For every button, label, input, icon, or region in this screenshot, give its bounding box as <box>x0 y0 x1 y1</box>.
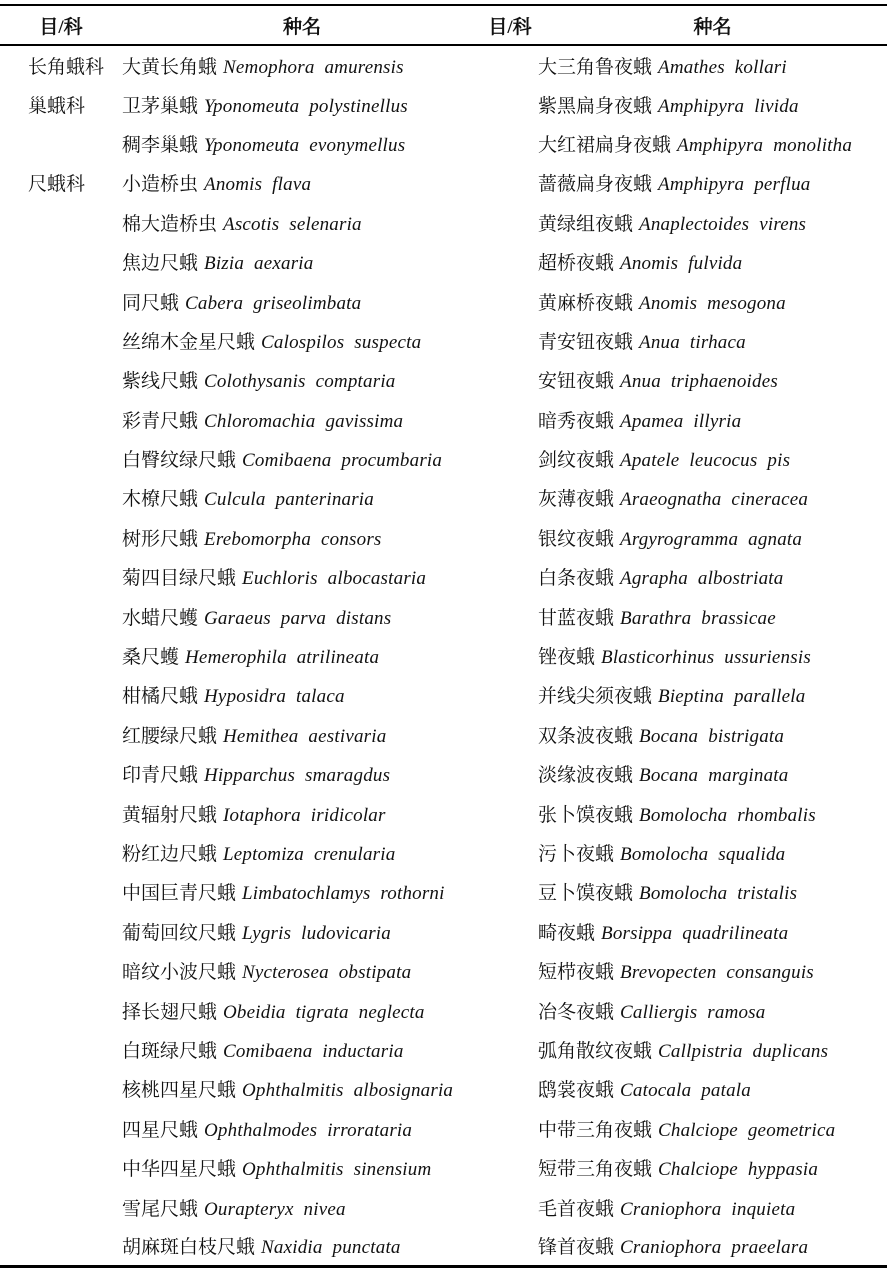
species-right-cell <box>538 675 887 714</box>
table-row <box>0 281 887 320</box>
table-body <box>0 45 887 1266</box>
species-right-chinese-name: 冶冬夜蛾 <box>538 1001 615 1023</box>
family-left-cell <box>0 793 122 832</box>
species-right-latin-name: Callpistria duplicans <box>658 1040 829 1062</box>
species-left-latin-name: Euchloris albocastaria <box>242 568 427 590</box>
species-right-cell <box>538 242 887 281</box>
species-right-latin-name: Argyrogramma agnata <box>620 528 803 550</box>
table-row <box>0 242 887 281</box>
species-left-cell <box>122 596 482 635</box>
species-right-chinese-name: 豆卜馍夜蛾 <box>538 883 634 905</box>
family-right-cell <box>482 1109 538 1148</box>
species-right-latin-name: Apatele leucocus pis <box>620 450 791 472</box>
header-order-family-right: 目/科 <box>482 5 538 45</box>
species-left-chinese-name: 小造桥虫 <box>122 174 199 196</box>
family-right-cell <box>482 1148 538 1187</box>
species-left-latin-name: Culcula panterinaria <box>204 489 374 511</box>
species-right-chinese-name: 蔷薇扁身夜蛾 <box>538 174 653 196</box>
species-left-latin-name: Ascotis selenaria <box>223 213 362 235</box>
species-left-chinese-name: 柑橘尺蛾 <box>122 686 199 708</box>
table-row <box>0 636 887 675</box>
species-left-chinese-name: 紫线尺蛾 <box>122 371 199 393</box>
species-left-cell <box>122 439 482 478</box>
species-right-latin-name: Bocana bistrigata <box>639 725 785 747</box>
species-right-cell <box>538 1227 887 1266</box>
species-left-latin-name: Iotaphora iridicolar <box>223 804 386 826</box>
species-right-chinese-name: 白条夜蛾 <box>538 568 615 590</box>
family-right-cell <box>482 163 538 202</box>
species-left-chinese-name: 卫茅巢蛾 <box>122 95 199 117</box>
family-left-cell <box>0 715 122 754</box>
species-right-cell <box>538 439 887 478</box>
family-left-cell <box>0 1069 122 1108</box>
species-right-chinese-name: 淡缘波夜蛾 <box>538 765 634 787</box>
species-right-chinese-name: 张卜馍夜蛾 <box>538 804 634 826</box>
family-left-cell: 长角蛾科 <box>28 56 105 78</box>
species-right-chinese-name: 短栉夜蛾 <box>538 962 615 984</box>
family-right-cell <box>482 439 538 478</box>
species-left-cell <box>122 951 482 990</box>
species-right-latin-name: Brevopecten consanguis <box>620 962 814 984</box>
species-right-chinese-name: 中带三角夜蛾 <box>538 1119 653 1141</box>
species-left-chinese-name: 白臀纹绿尺蛾 <box>122 450 237 472</box>
species-left-cell <box>122 715 482 754</box>
species-right-latin-name: Agrapha albostriata <box>620 568 784 590</box>
species-right-cell <box>538 557 887 596</box>
table-row <box>0 1030 887 1069</box>
species-left-chinese-name: 白斑绿尺蛾 <box>122 1040 218 1062</box>
family-left-cell <box>0 400 122 439</box>
family-right-cell <box>482 1227 538 1266</box>
species-left-latin-name: Hemithea aestivaria <box>223 725 387 747</box>
family-right-cell <box>482 793 538 832</box>
species-left-latin-name: Ophthalmodes irrorataria <box>204 1119 413 1141</box>
species-left-chinese-name: 核桃四星尺蛾 <box>122 1080 237 1102</box>
species-left-chinese-name: 彩青尺蛾 <box>122 410 199 432</box>
family-left-cell <box>0 518 122 557</box>
species-left-chinese-name: 同尺蛾 <box>122 292 180 314</box>
species-right-chinese-name: 锉夜蛾 <box>538 647 596 669</box>
species-right-latin-name: Amathes kollari <box>658 56 787 78</box>
species-right-latin-name: Craniophora inquieta <box>620 1198 796 1220</box>
species-left-cell <box>122 1227 482 1266</box>
species-left-latin-name: Calospilos suspecta <box>261 331 422 353</box>
family-left-cell <box>0 1227 122 1266</box>
table-row <box>0 596 887 635</box>
family-left-cell <box>0 360 122 399</box>
species-left-chinese-name: 择长翅尺蛾 <box>122 1001 218 1023</box>
species-left-latin-name: Nycterosea obstipata <box>242 962 412 984</box>
species-right-cell <box>538 1069 887 1108</box>
species-left-cell <box>122 84 482 123</box>
family-right-cell <box>482 281 538 320</box>
family-right-cell <box>482 675 538 714</box>
species-right-cell <box>538 124 887 163</box>
species-right-cell <box>538 1109 887 1148</box>
species-left-cell <box>122 321 482 360</box>
species-right-latin-name: Calliergis ramosa <box>620 1001 766 1023</box>
species-left-latin-name: Naxidia punctata <box>261 1237 401 1259</box>
family-right-cell <box>482 1069 538 1108</box>
species-left-latin-name: Hipparchus smaragdus <box>204 765 391 787</box>
species-right-chinese-name: 银纹夜蛾 <box>538 528 615 550</box>
species-right-cell <box>538 478 887 517</box>
family-left-cell <box>0 754 122 793</box>
species-right-cell <box>538 1030 887 1069</box>
table-row <box>0 793 887 832</box>
species-left-cell <box>122 793 482 832</box>
species-right-cell <box>538 793 887 832</box>
header-row <box>0 5 887 45</box>
species-right-latin-name: Anua triphaenoides <box>620 371 778 393</box>
table-row <box>0 1069 887 1108</box>
table-row <box>0 1187 887 1226</box>
species-right-latin-name: Amphipyra monolitha <box>677 134 853 156</box>
family-right-cell <box>482 557 538 596</box>
species-left-latin-name: Nemophora amurensis <box>223 56 404 78</box>
family-left-cell <box>0 636 122 675</box>
table-row <box>0 1227 887 1266</box>
species-left-cell <box>122 242 482 281</box>
table-row <box>0 321 887 360</box>
species-right-chinese-name: 短带三角夜蛾 <box>538 1159 653 1181</box>
species-right-cell <box>538 833 887 872</box>
species-right-latin-name: Bomolocha rhombalis <box>639 804 816 826</box>
species-right-chinese-name: 大红裙扁身夜蛾 <box>538 134 672 156</box>
species-right-cell <box>538 1187 887 1226</box>
species-left-chinese-name: 中华四星尺蛾 <box>122 1159 237 1181</box>
family-right-cell <box>482 400 538 439</box>
species-right-chinese-name: 毛首夜蛾 <box>538 1198 615 1220</box>
species-right-latin-name: Anomis fulvida <box>620 253 743 275</box>
species-right-latin-name: Bomolocha squalida <box>620 844 786 865</box>
table-row <box>0 990 887 1029</box>
species-left-chinese-name: 水蜡尺蠖 <box>122 607 199 629</box>
species-right-chinese-name: 污卜夜蛾 <box>538 844 615 865</box>
species-left-latin-name: Yponomeuta polystinellus <box>204 95 408 117</box>
species-left-chinese-name: 稠李巢蛾 <box>122 134 199 156</box>
table-row <box>0 45 887 84</box>
species-right-latin-name: Blasticorhinus ussuriensis <box>601 647 811 669</box>
species-left-latin-name: Lygris ludovicaria <box>242 922 391 944</box>
species-left-cell <box>122 1069 482 1108</box>
species-left-chinese-name: 葡萄回纹尺蛾 <box>122 922 237 944</box>
species-right-cell <box>538 45 887 84</box>
species-right-cell <box>538 400 887 439</box>
species-right-chinese-name: 灰薄夜蛾 <box>538 489 615 511</box>
family-right-cell <box>482 1030 538 1069</box>
family-right-cell <box>482 636 538 675</box>
family-left-cell <box>0 1109 122 1148</box>
table-row <box>0 715 887 754</box>
species-left-latin-name: Cabera griseolimbata <box>185 292 362 314</box>
table-row <box>0 675 887 714</box>
species-left-cell <box>122 45 482 84</box>
species-right-cell <box>538 518 887 557</box>
species-right-cell <box>538 636 887 675</box>
species-left-latin-name: Anomis flava <box>204 174 312 196</box>
species-right-latin-name: Bocana marginata <box>639 765 789 787</box>
table-row <box>0 951 887 990</box>
species-left-cell <box>122 400 482 439</box>
header-order-family-left: 目/科 <box>0 5 122 45</box>
species-right-chinese-name: 双条波夜蛾 <box>538 725 634 747</box>
species-left-cell <box>122 754 482 793</box>
species-right-latin-name: Amphipyra livida <box>658 95 799 117</box>
species-left-cell <box>122 636 482 675</box>
species-right-latin-name: Craniophora praeelara <box>620 1237 809 1259</box>
species-left-cell <box>122 163 482 202</box>
species-right-cell <box>538 951 887 990</box>
species-right-chinese-name: 黄绿组夜蛾 <box>538 213 634 235</box>
species-left-cell <box>122 1187 482 1226</box>
family-left-cell <box>0 990 122 1029</box>
species-left-chinese-name: 胡麻斑白枝尺蛾 <box>122 1237 256 1259</box>
family-left-cell <box>0 321 122 360</box>
species-left-cell <box>122 478 482 517</box>
species-left-cell <box>122 281 482 320</box>
species-left-chinese-name: 菊四目绿尺蛾 <box>122 568 237 590</box>
family-right-cell <box>482 912 538 951</box>
table-row <box>0 400 887 439</box>
species-left-chinese-name: 印青尺蛾 <box>122 765 199 787</box>
species-left-chinese-name: 大黄长角蛾 <box>122 56 218 78</box>
species-left-latin-name: Hyposidra talaca <box>204 686 345 708</box>
family-left-cell: 尺蛾科 <box>28 174 86 196</box>
family-left-cell <box>0 912 122 951</box>
species-left-cell <box>122 675 482 714</box>
species-left-latin-name: Colothysanis comptaria <box>204 371 396 393</box>
family-left-cell <box>0 872 122 911</box>
species-left-chinese-name: 四星尺蛾 <box>122 1119 199 1141</box>
species-left-cell <box>122 124 482 163</box>
species-left-cell <box>122 912 482 951</box>
species-right-cell <box>538 990 887 1029</box>
family-right-cell <box>482 321 538 360</box>
family-right-cell <box>482 951 538 990</box>
species-left-cell <box>122 1148 482 1187</box>
species-left-chinese-name: 雪尾尺蛾 <box>122 1198 199 1220</box>
species-left-cell <box>122 872 482 911</box>
species-left-chinese-name: 焦边尺蛾 <box>122 253 199 275</box>
species-right-cell <box>538 715 887 754</box>
species-left-chinese-name: 红腰绿尺蛾 <box>122 725 218 747</box>
species-right-latin-name: Bieptina parallela <box>658 686 806 708</box>
species-right-cell <box>538 912 887 951</box>
family-left-cell <box>0 833 122 872</box>
family-right-cell <box>482 84 538 123</box>
family-right-cell <box>482 518 538 557</box>
species-right-chinese-name: 剑纹夜蛾 <box>538 450 615 472</box>
species-left-cell <box>122 833 482 872</box>
family-right-cell <box>482 872 538 911</box>
family-right-cell <box>482 596 538 635</box>
species-right-latin-name: Barathra brassicae <box>620 607 776 629</box>
species-right-cell <box>538 203 887 242</box>
species-right-chinese-name: 黄麻桥夜蛾 <box>538 292 634 314</box>
family-right-cell <box>482 242 538 281</box>
species-left-chinese-name: 桑尺蠖 <box>122 647 180 669</box>
species-left-chinese-name: 棉大造桥虫 <box>122 213 218 235</box>
species-right-chinese-name: 畸夜蛾 <box>538 922 596 944</box>
table-row <box>0 478 887 517</box>
family-left-cell: 巢蛾科 <box>28 95 86 117</box>
family-right-cell <box>482 203 538 242</box>
species-right-latin-name: Araeognatha cineracea <box>620 489 809 511</box>
family-right-cell <box>482 833 538 872</box>
family-right-cell <box>482 478 538 517</box>
family-right-cell <box>482 754 538 793</box>
family-left-cell <box>0 242 122 281</box>
family-left-cell <box>0 439 122 478</box>
species-left-latin-name: Garaeus parva distans <box>204 607 392 629</box>
species-right-chinese-name: 锋首夜蛾 <box>538 1237 615 1259</box>
species-right-chinese-name: 安钮夜蛾 <box>538 371 615 393</box>
species-left-latin-name: Ourapteryx nivea <box>204 1198 346 1220</box>
species-right-chinese-name: 紫黑扁身夜蛾 <box>538 95 653 117</box>
family-left-cell <box>0 596 122 635</box>
species-right-latin-name: Anaplectoides virens <box>639 213 807 235</box>
species-left-cell <box>122 360 482 399</box>
species-right-cell <box>538 163 887 202</box>
species-right-chinese-name: 鸱裳夜蛾 <box>538 1080 615 1102</box>
family-left-cell <box>0 1148 122 1187</box>
species-right-latin-name: Catocala patala <box>620 1080 751 1102</box>
family-right-cell <box>482 360 538 399</box>
species-left-chinese-name: 黄辐射尺蛾 <box>122 804 218 826</box>
species-right-chinese-name: 大三角鲁夜蛾 <box>538 56 653 78</box>
species-right-latin-name: Borsippa quadrilineata <box>601 922 789 944</box>
table-row <box>0 872 887 911</box>
species-left-chinese-name: 中国巨青尺蛾 <box>122 883 237 905</box>
family-left-cell <box>0 203 122 242</box>
species-left-latin-name: Obeidia tigrata neglecta <box>223 1001 425 1023</box>
species-left-chinese-name: 暗纹小波尺蛾 <box>122 962 237 984</box>
family-left-cell <box>0 478 122 517</box>
species-right-latin-name: Anomis mesogona <box>639 292 786 314</box>
family-right-cell <box>482 45 538 84</box>
family-left-cell <box>0 281 122 320</box>
table-row <box>0 360 887 399</box>
species-right-chinese-name: 甘蓝夜蛾 <box>538 607 615 629</box>
family-left-cell <box>0 1187 122 1226</box>
family-left-cell <box>0 951 122 990</box>
table-row <box>0 754 887 793</box>
species-right-latin-name: Apamea illyria <box>620 410 742 432</box>
family-right-cell <box>482 1187 538 1226</box>
table-row <box>0 1148 887 1187</box>
species-left-chinese-name: 丝绵木金星尺蛾 <box>122 331 256 353</box>
species-right-chinese-name: 青安钮夜蛾 <box>538 331 634 353</box>
species-left-chinese-name: 树形尺蛾 <box>122 528 199 550</box>
species-left-latin-name: Bizia aexaria <box>204 253 314 275</box>
species-right-cell <box>538 596 887 635</box>
species-left-latin-name: Limbatochlamys rothorni <box>242 883 445 905</box>
family-left-cell <box>0 557 122 596</box>
species-right-cell <box>538 84 887 123</box>
family-left-cell <box>0 1030 122 1069</box>
species-right-chinese-name: 弧角散纹夜蛾 <box>538 1040 653 1062</box>
species-right-latin-name: Chalciope geometrica <box>658 1119 836 1141</box>
table-row <box>0 833 887 872</box>
species-right-cell <box>538 872 887 911</box>
species-left-cell <box>122 1109 482 1148</box>
species-left-latin-name: Erebomorpha consors <box>204 528 382 550</box>
species-left-latin-name: Ophthalmitis sinensium <box>242 1159 432 1181</box>
species-left-cell <box>122 518 482 557</box>
family-right-cell <box>482 990 538 1029</box>
species-left-latin-name: Hemerophila atrilineata <box>185 647 380 669</box>
table-row <box>0 124 887 163</box>
table-row <box>0 84 887 123</box>
table-row <box>0 203 887 242</box>
species-left-cell <box>122 1030 482 1069</box>
species-left-cell <box>122 203 482 242</box>
species-right-cell <box>538 360 887 399</box>
species-left-cell <box>122 557 482 596</box>
species-left-chinese-name: 粉红边尺蛾 <box>122 844 218 865</box>
species-right-latin-name: Chalciope hyppasia <box>658 1159 819 1181</box>
header-species-name-right: 种名 <box>538 5 887 45</box>
species-right-latin-name: Anua tirhaca <box>639 331 746 353</box>
table-row <box>0 518 887 557</box>
family-left-cell <box>0 675 122 714</box>
header-species-name-left: 种名 <box>122 5 482 45</box>
species-left-latin-name: Ophthalmitis albosignaria <box>242 1080 454 1102</box>
family-right-cell <box>482 715 538 754</box>
table-row <box>0 439 887 478</box>
species-left-latin-name: Leptomiza crenularia <box>223 844 396 865</box>
family-right-cell <box>482 124 538 163</box>
species-left-latin-name: Chloromachia gavissima <box>204 410 404 432</box>
species-table <box>0 4 887 1268</box>
species-right-chinese-name: 暗秀夜蛾 <box>538 410 615 432</box>
species-right-cell <box>538 754 887 793</box>
species-right-chinese-name: 超桥夜蛾 <box>538 253 615 275</box>
species-right-cell <box>538 281 887 320</box>
species-left-latin-name: Comibaena inductaria <box>223 1040 404 1062</box>
species-left-cell <box>122 990 482 1029</box>
species-left-latin-name: Comibaena procumbaria <box>242 450 443 472</box>
species-right-chinese-name: 并线尖须夜蛾 <box>538 686 653 708</box>
species-right-latin-name: Bomolocha tristalis <box>639 883 798 905</box>
species-left-latin-name: Yponomeuta evonymellus <box>204 134 406 156</box>
species-right-cell <box>538 1148 887 1187</box>
species-left-chinese-name: 木橑尺蛾 <box>122 489 199 511</box>
table-row <box>0 912 887 951</box>
table-row <box>0 163 887 202</box>
species-right-latin-name: Amphipyra perflua <box>658 174 811 196</box>
species-right-cell <box>538 321 887 360</box>
family-left-cell <box>0 124 122 163</box>
table-row <box>0 1109 887 1148</box>
table-row <box>0 557 887 596</box>
